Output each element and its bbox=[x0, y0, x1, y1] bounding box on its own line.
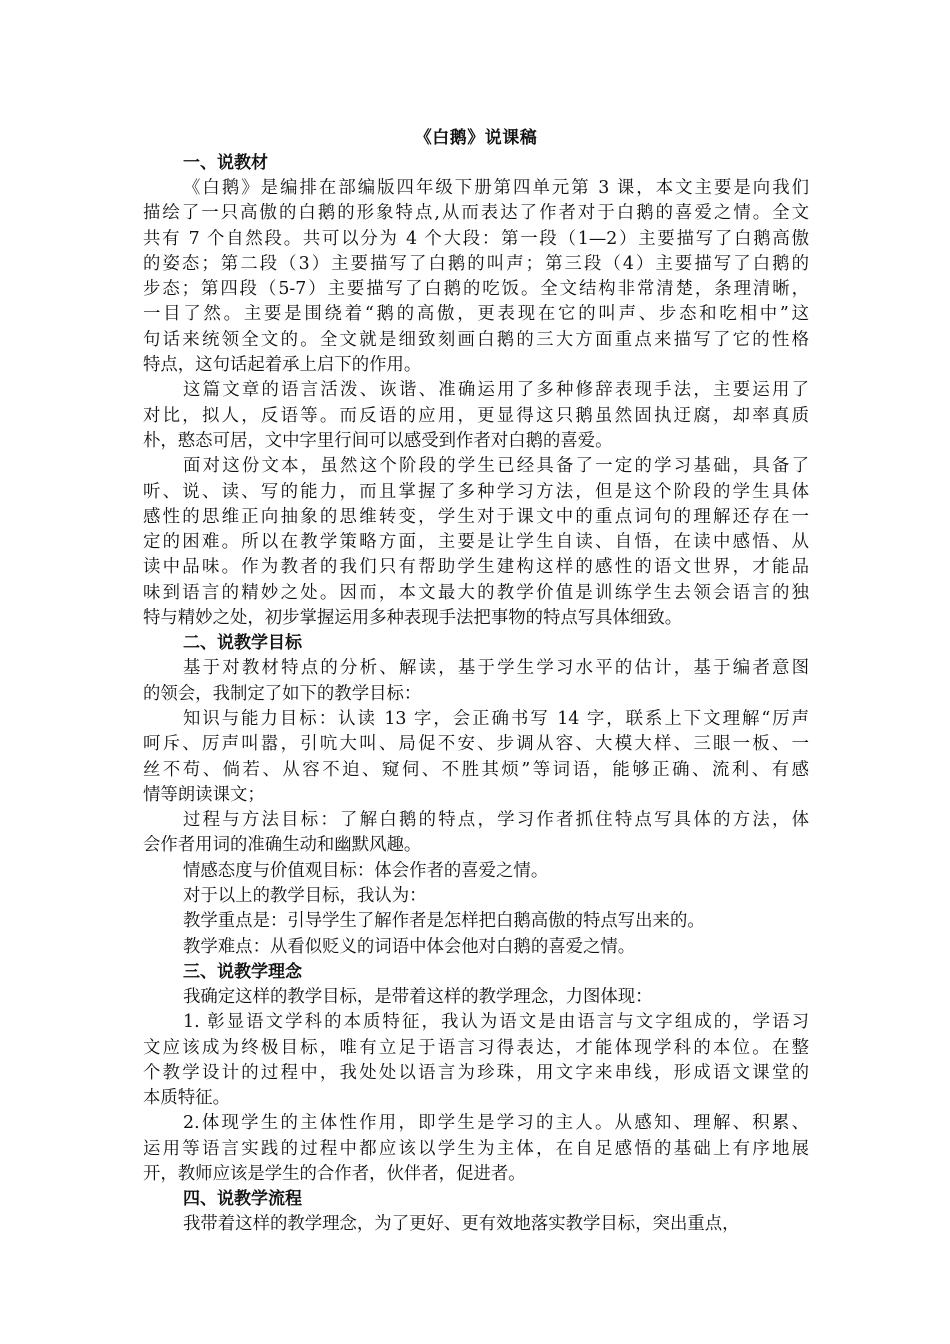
paragraph-line: 面对这份文本，虽然这个阶段的学生已经具备了一定的学习基础，具备了 bbox=[183, 456, 809, 477]
paragraph bbox=[143, 454, 809, 631]
paragraph-line: 句话来统领全文的。全文就是细致刻画白鹅的三大方面重点来描写了它的性格 bbox=[143, 329, 809, 350]
section-heading: 四、说教学流程 bbox=[183, 1189, 302, 1210]
paragraph-line: 知识与能力目标：认读 13 字，会正确书写 14 字，联系上下文理解“厉声 bbox=[183, 708, 809, 729]
paragraph-line: 会作者用词的准确生动和幽默风趣。 bbox=[143, 835, 422, 856]
paragraph-line: 情感态度与价值观目标：体会作者的喜爱之情。 bbox=[183, 860, 549, 881]
paragraph-line: 的领会，我制定了如下的教学目标： bbox=[143, 683, 422, 704]
section-heading: 一、说教材 bbox=[183, 153, 268, 173]
paragraph-line: 对于以上的教学目标，我认为： bbox=[183, 886, 427, 907]
paragraph bbox=[143, 808, 809, 859]
paragraph bbox=[143, 859, 809, 884]
paragraph-line: 教学重点是：引导学生了解作者是怎样把白鹅高傲的特点写出来的。 bbox=[183, 911, 705, 932]
paragraph-line: 我确定这样的教学目标，是带着这样的教学理念，力图体现： bbox=[183, 986, 653, 1007]
paragraph-line: 情等朗读课文； bbox=[143, 784, 265, 805]
paragraph-line: 的姿态；第二段（3）主要描写了白鹅的叫声；第三段（4）主要描写了白鹅的 bbox=[143, 253, 809, 274]
paragraph-line: 呵斥、厉声叫嚣，引吭大叫、局促不安、步调从容、大模大样、三眼一板、一 bbox=[143, 734, 809, 755]
paragraph bbox=[143, 378, 809, 454]
paragraph-line: 丝不苟、倘若、从容不迫、窥伺、不胜其烦”等词语，能够正确、流利、有感 bbox=[143, 759, 809, 780]
paragraph bbox=[143, 707, 809, 808]
paragraph-line: 步态；第四段（5-7）主要描写了白鹅的吃饭。全文结构非常清楚，条理清晰， bbox=[143, 279, 809, 300]
paragraph-line: 2.体现学生的主体性作用，即学生是学习的主人。从感知、理解、积累、 bbox=[183, 1113, 809, 1134]
paragraph bbox=[143, 1111, 809, 1187]
paragraph-line: 一目了然。主要是围绕着“鹅的高傲，更表现在它的叫声、步态和吃相中”这 bbox=[143, 304, 809, 325]
paragraph bbox=[143, 656, 809, 707]
paragraph-line: 读中品味。作为教者的我们只有帮助学生建构这样的感性的语文世界，才能品 bbox=[143, 557, 809, 578]
paragraph-line: 1. 彰显语文学科的本质特征，我认为语文是由语言与文字组成的，学语习 bbox=[183, 1012, 809, 1033]
paragraph-line: 共有 7 个自然段。共可以分为 4 个大段：第一段（1—2）主要描写了白鹅高傲 bbox=[143, 228, 809, 249]
paragraph-line: 《白鹅》是编排在部编版四年级下册第四单元第 3 课，本文主要是向我们 bbox=[183, 178, 809, 198]
paragraph bbox=[143, 909, 809, 934]
paragraph bbox=[143, 176, 809, 378]
paragraph bbox=[143, 935, 809, 960]
paragraph-line: 定的困难。所以在教学策略方面，主要是让学生自读、自悟，在读中感悟、从 bbox=[143, 532, 809, 553]
paragraph-line: 味到语言的精妙之处。因而，本文最大的教学价值是训练学生去领会语言的独 bbox=[143, 582, 809, 603]
paragraph-line: 文应该成为终极目标，唯有立足于语言习得表达，才能体现学科的本位。在整 bbox=[143, 1037, 809, 1058]
paragraph-line: 运用等语言实践的过程中都应该以学生为主体，在自足感悟的基础上有序地展 bbox=[143, 1138, 809, 1159]
section-heading: 三、说教学理念 bbox=[183, 961, 302, 982]
paragraph-line: 过程与方法目标：了解白鹅的特点，学习作者抓住特点写具体的方法，体 bbox=[183, 810, 809, 831]
paragraph-line: 感性的思维正向抽象的思维转变，学生对于课文中的重点词句的理解还存在一 bbox=[143, 506, 809, 527]
paragraph bbox=[143, 884, 809, 909]
paragraph-line: 教学难点：从看似贬义的词语中体会他对白鹅的喜爱之情。 bbox=[183, 936, 636, 957]
section-heading: 二、说教学目标 bbox=[183, 633, 302, 654]
document-page bbox=[143, 125, 809, 1238]
paragraph-line: 特与精妙之处，初步掌握运用多种表现手法把事物的特点写具体细致。 bbox=[143, 608, 683, 629]
paragraph-line: 本质特征。 bbox=[143, 1088, 230, 1109]
paragraph-line: 描绘了一只高傲的白鹅的形象特点,从而表达了作者对于白鹅的喜爱之情。全文 bbox=[143, 203, 809, 224]
paragraph-line: 这篇文章的语言活泼、诙谐、准确运用了多种修辞表现手法，主要运用了 bbox=[183, 380, 809, 401]
paragraph-line: 特点，这句话起着承上启下的作用。 bbox=[143, 355, 422, 376]
paragraph-line: 听、说、读、写的能力，而且掌握了多种学习方法，但是这个阶段的学生具体 bbox=[143, 481, 809, 502]
paragraph-line: 朴，憨态可居，文中字里行间可以感受到作者对白鹅的喜爱。 bbox=[143, 430, 613, 451]
paragraph-line: 个教学设计的过程中，我处处以语言为珍珠，用文字来串线，形成语文课堂的 bbox=[143, 1062, 809, 1083]
paragraph bbox=[143, 1212, 809, 1237]
paragraph-line: 开，教师应该是学生的合作者，伙伴者，促进者。 bbox=[143, 1163, 526, 1184]
paragraph bbox=[143, 985, 809, 1010]
paragraph-line: 基于对教材特点的分析、解读，基于学生学习水平的估计，基于编者意图 bbox=[183, 658, 809, 679]
paragraph-line: 对比，拟人，反语等。而反语的应用，更显得这只鹅虽然固执迂腐，却率真质 bbox=[143, 405, 809, 426]
paragraph bbox=[143, 1010, 809, 1111]
paragraph-line: 我带着这样的教学理念，为了更好、更有效地落实教学目标，突出重点， bbox=[183, 1214, 740, 1235]
document-body bbox=[143, 151, 809, 1238]
document-title: 《白鹅》说课稿 bbox=[414, 128, 538, 148]
